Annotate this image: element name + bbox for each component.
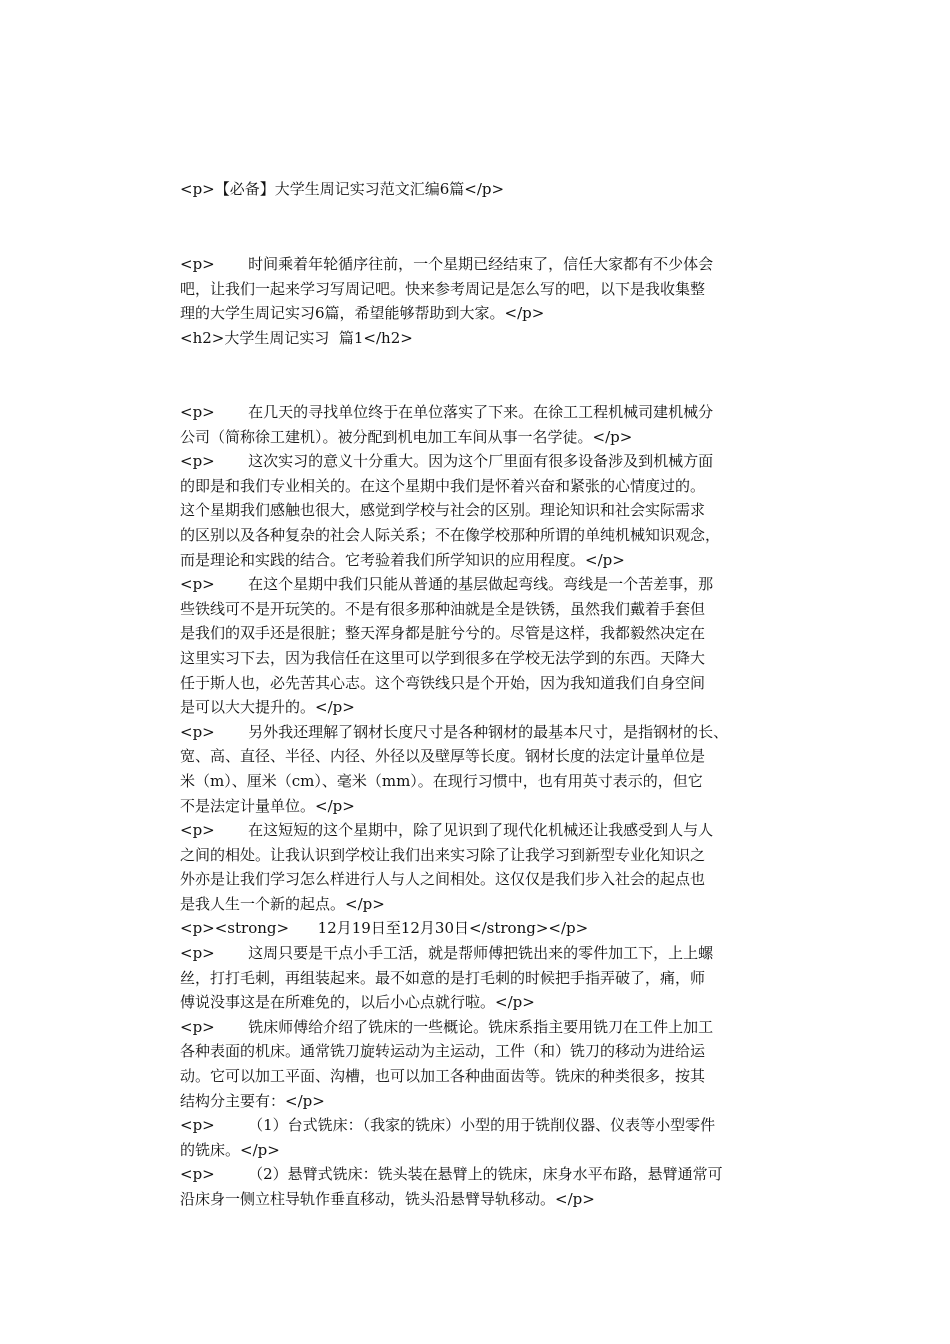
text-line: 是可以大大提升的。</p> — [180, 698, 355, 717]
text-line: 各种表面的机床。通常铣刀旋转运动为主运动，工件（和）铣刀的移动为进给运 — [180, 1042, 706, 1061]
text-line: 公司（简称徐工建机）。被分配到机电加工车间从事一名学徒。</p> — [180, 427, 633, 446]
body-block — [180, 400, 780, 1212]
text-line: 外亦是让我们学习怎么样进行人与人之间相处。这仅仅是我们步入社会的起点也 — [180, 870, 706, 889]
text-line: 些铁线可不是开玩笑的。不是有很多那种油就是全是铁锈，虽然我们戴着手套但 — [180, 599, 706, 618]
text-line: 是我们的双手还是很脏；整天浑身都是脏兮兮的。尽管是这样，我都毅然决定在 — [180, 624, 706, 643]
text-line: <p> 这次实习的意义十分重大。因为这个厂里面有很多设备涉及到机械方面 — [180, 452, 714, 471]
text-line: 不是法定计量单位。</p> — [180, 796, 355, 815]
text-line: 任于斯人也，必先苦其心志。这个弯铁线只是个开始，因为我知道我们自身空间 — [180, 673, 706, 692]
text-line: 动。它可以加工平面、沟槽，也可以加工各种曲面齿等。铣床的种类很多，按其 — [180, 1067, 706, 1086]
text-line: 理的大学生周记实习6篇，希望能够帮助到大家。</p> — [180, 304, 545, 323]
text-line: 这里实习下去，因为我信任在这里可以学到很多在学校无法学到的东西。天降大 — [180, 648, 706, 667]
text-line: <p> 这周只要是干点小手工活，就是帮师傅把铣出来的零件加工下，上上螺 — [180, 944, 714, 963]
text-line: <p> 在这短短的这个星期中，除了见识到了现代化机械还让我感受到人与人 — [180, 821, 714, 840]
text-line: <p> （2）悬臂式铣床：铣头装在悬臂上的铣床，床身水平布路，悬臂通常可 — [180, 1165, 723, 1184]
intro-block — [180, 252, 780, 350]
text-line: 丝，打打毛刺，再组装起来。最不如意的是打毛刺的时候把手指弄破了，痛，师 — [180, 968, 706, 987]
text-line: 米（m）、厘米（cm）、毫米（mm）。在现行习惯中，也有用英寸表示的，但它 — [180, 771, 703, 790]
text-line: <p> （1）台式铣床：（我家的铣床）小型的用于铣削仪器、仪表等小型零件 — [180, 1116, 716, 1135]
text-line: 沿床身一侧立柱导轨作垂直移动，铣头沿悬臂导轨移动。</p> — [180, 1190, 595, 1208]
text-line: <p> 在几天的寻找单位终于在单位落实了下来。在徐工工程机械司建机械分 — [180, 403, 714, 421]
text-line: <h2>大学生周记实习 篇1</h2> — [180, 328, 413, 347]
text-line: <p> 在这个星期中我们只能从普通的基层做起弯线。弯线是一个苦差事，那 — [180, 575, 714, 594]
text-line: 是我人生一个新的起点。</p> — [180, 894, 385, 913]
text-line: 之间的相处。让我认识到学校让我们出来实习除了让我学习到新型专业化知识之 — [180, 845, 706, 864]
text-line: 的铣床。</p> — [180, 1140, 280, 1159]
text-line: <p> 另外我还理解了钢材长度尺寸是各种钢材的最基本尺寸，是指钢材的长、 — [180, 722, 729, 741]
text-line: 结构分主要有：</p> — [180, 1091, 325, 1110]
text-line: <p> 时间乘着年轮循序往前，一个星期已经结束了，信任大家都有不少体会 — [180, 255, 714, 273]
text-line: <p><strong> 12月19日至12月30日</strong></p> — [180, 919, 589, 938]
document-title-line: <p>【必备】大学生周记实习范文汇编6篇</p> — [180, 180, 505, 198]
text-line: 这个星期我们感触也很大，感觉到学校与社会的区别。理论知识和社会实际需求 — [180, 501, 706, 520]
text-line: <p> 铣床师傅给介绍了铣床的一些概论。铣床系指主要用铣刀在工件上加工 — [180, 1017, 714, 1036]
text-line: 的区别以及各种复杂的社会人际关系；不在像学校那种所谓的单纯机械知识观念， — [180, 525, 721, 544]
text-line: 宽、高、直径、半径、内径、外径以及壁厚等长度。钢材长度的法定计量单位是 — [180, 747, 706, 766]
text-line: 而是理论和实践的结合。它考验着我们所学知识的应用程度。</p> — [180, 550, 625, 569]
text-line: 的即是和我们专业相关的。在这个星期中我们是怀着兴奋和紧张的心情度过的。 — [180, 476, 706, 495]
text-line: 吧，让我们一起来学习写周记吧。快来参考周记是怎么写的吧，以下是我收集整 — [180, 279, 706, 298]
text-line: 傅说没事这是在所难免的，以后小心点就行啦。</p> — [180, 993, 535, 1012]
